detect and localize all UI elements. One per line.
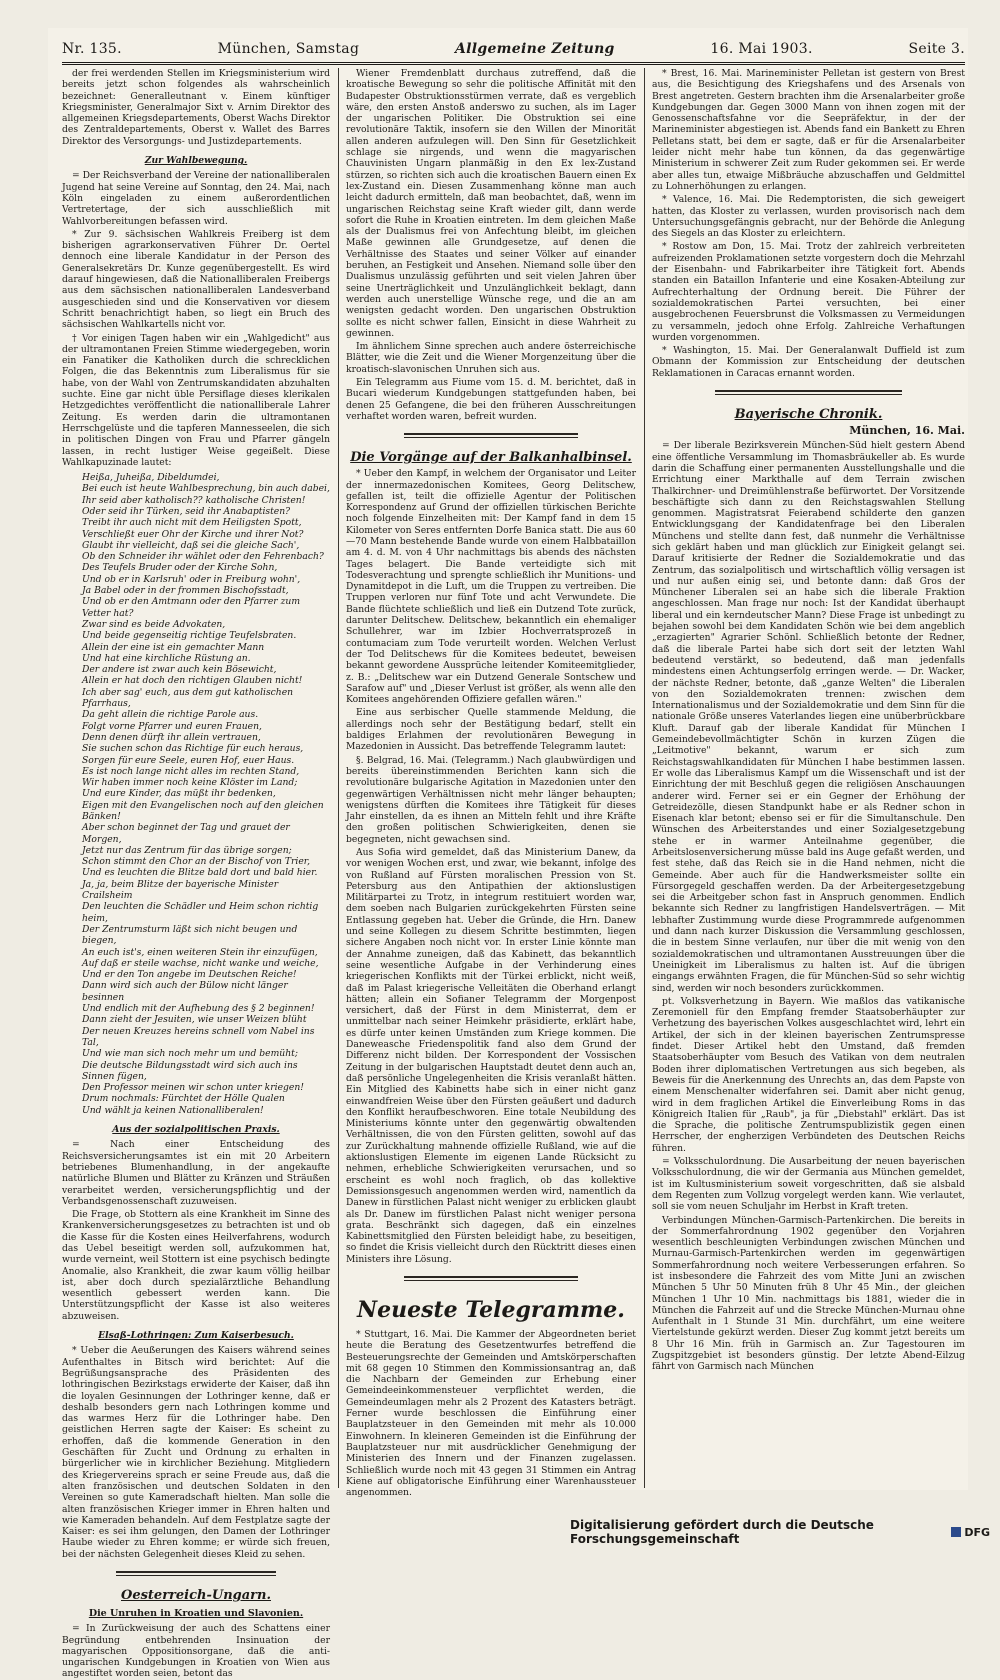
poem-line: Heißa, Juheißa, Dibeldumdei, xyxy=(82,472,220,484)
section-heading: Aus der sozialpolitischen Praxis. xyxy=(112,1124,280,1136)
masthead xyxy=(62,36,965,62)
poem-line: Und eure Kinder, das müßt ihr bedenken, xyxy=(82,788,276,800)
poem-line: Und wählt ja keinen Nationalliberalen! xyxy=(82,1104,264,1116)
article-paragraph: pt. Volksverhetzung in Bayern. Wie maßlos das vatikanische Zeremoniell für den Empfang fremder Staatsoberhäupter zur Verhetzung des bayerischen Volkes ausgeschlachtet wird, lehrt ein Artikel, der sich in der kleinen bayerischen Zentrumspresse findet. Dieser Artikel hebt den Umstand, daß fremden Staatsoberhäupter vom Besuch des Vatikan von dem neutralen Boden ihrer diplomatischen Vertretungen aus sich begeben, als Beweis für die Anerkennung des Unrechts an, das dem Papste von einem Menschenalter widerfahren sei. Damit aber nicht genug, wird in dem fraglichen Artikel die Einverleibung Roms in das Königreich Italien für „Raub", ja für „Diebstahl" erklärt. Das ist die Sprache, die politische Zentrumspublizistik gegen einen Herrscher, der engherzigen Verbündeten des Deutschen Reichs führen. xyxy=(652,995,965,1154)
ornament-divider xyxy=(346,1273,636,1283)
poem xyxy=(82,472,330,1116)
article-paragraph: * Ueber die Aeußerungen des Kaisers während seines Aufenthaltes in Bitsch wird berichtet: Auf die Begrüßungsansprache des Präsidenten des lothringischen Bezirkstags erwiderte der Kaiser, daß ihn die loyalen Gesinnungen der Lothringer kenne, daß er deshalb besonders gern nach Lothringen komme und das warmes Herz für die Lothringer habe. Den geistlichen Herren sagte der Kaiser: Es scheint zu erhoffen, daß die kommende Generation in den Geschäften für Zucht und Ordnung zu erhalten in bürgerlicher wie in kirchlicher Beziehung. Mitgliedern des Kriegervereins sprach er seine Freude aus, daß die alten französischen und deutschen Soldaten in den Vereinen so gute Kameradschaft hielten. Man solle die alten französischen Krieger immer in Ehren halten und wie Kameraden behandeln. Auf dem Festplatze sagte der Kaiser: es sei ihm gelungen, den Damen der Lothringer Haube wieder zu Ehren komme; er würde sich freuen, bei der nächsten Gelegenheit dieses Kleid zu sehen. xyxy=(62,1345,330,1560)
poem-line: Jetzt nur das Zentrum für das übrige sorgen; xyxy=(82,844,292,856)
poem-line: Denn denen dürft ihr allein vertrauen, xyxy=(82,731,261,743)
article-paragraph: = Volksschulordnung. Die Ausarbeitung der neuen bayerischen Volksschulordnung, die wir der Germania aus München gemeldet, ist im Kultusministerium soweit vorgeschritten, daß sie alsbald dem Regenten zum Vollzug vorgelegt werden kann. Wie verlautet, soll sie vom neuen Schuljahr im Herbst in Kraft treten. xyxy=(652,1156,965,1213)
poem-line: Allein der eine ist ein gemachter Mann xyxy=(82,641,265,653)
dateline: München, 16. Mai. xyxy=(849,424,965,438)
article-paragraph: * Rostow am Don, 15. Mai. Trotz der zahlreich verbreiteten aufreizenden Proklamationen setzte vorgestern doch die Mehrzahl der Eisenbahn- und Fabrikarbeiter ihre Tätigkeit fort. Abends standen ein Bataillon Infanterie und eine Kosaken-Abteilung zur Aufrechterhaltung der Ordnung bereit. Die Führer der sozialdemokratischen Partei versuchten, bei einer ausgebrochenen Feuersbrunst die Volksmassen zu Vermeidungen zu versammeln, jedoch ohne Erfolg. Zahlreiche Verhaftungen wurden vorgenommen. xyxy=(652,241,965,343)
poem-line: Dann zieht der Jesuiten, wie unser Weizen blüht xyxy=(82,1014,307,1026)
poem-line: Der andere ist zwar auch kein Bösewicht, xyxy=(82,664,277,676)
poem-line: Ihr seid aber katholisch?? katholische Christen! xyxy=(82,494,306,506)
poem-line: Und beide gegenseitig richtige Teufelsbraten. xyxy=(82,630,297,642)
section-heading: Oesterreich-Ungarn. xyxy=(121,1588,271,1603)
poem-line: Aber schon beginnet der Tag und grauet der Morgen, xyxy=(82,822,290,845)
poem-line: Da geht allein die richtige Parole aus. xyxy=(82,709,259,721)
article-paragraph: Die Frage, ob Stottern als eine Krankheit im Sinne des Krankenversicherungsgesetzes zu betrachten ist und ob die Kasse für die Kosten eines Heilverfahrens, wodurch das Uebel beseitigt werden soll, aufzukommen hat, wurde verneint, weil Stottern ist eine psychisch bedingte Anomalie, also Krankheit, die zwar kaum völlig heilbar ist, aber doch durch spezialärztliche Behandlung wesentlich gebessert werden kann. Die Unterstützungspflicht der Kasse ist also weiteres abzuweisen. xyxy=(62,1209,330,1322)
article-paragraph: * Brest, 16. Mai. Marineminister Pelletan ist gestern von Brest aus, die Besichtigung des Kriegshafens und des Arsenals von Brest angetreten. Gestern brachten ihm die Arsenalarbeiter große Kundgebungen dar. Gegen 3000 Mann von ihnen zogen mit der Genossenschaftsfahne vor die Seepräfektur, in der der Marineminister abgestiegen ist. Abends fand ein Bankett zu Ehren Pelletans statt, bei dem er sagte, daß er für die Arsenalarbeiter leider nicht mehr habe tun können, da das gegenwärtige Ministerium in schwerer Zeit zum Ruder gekommen sei. Er werde aber alles tun, etwaige Mißbräuche abzuschaffen und Geldmittel zu Lohnerhöhungen zu erlangen. xyxy=(652,68,965,192)
article-paragraph: * Ueber den Kampf, in welchem der Organisator und Leiter der innermazedonischen Komitees, Georg Delitschew, gefallen ist, teilt die offizielle Agentur der Politischen Korrespondenz auf Grund der offiziellen türkischen Berichte noch folgende Einzelheiten mit: Der Kampf fand in dem 15 Kilometer von Seres entfernten Dorfe Banica statt. Die aus 60—70 Mann bestehende Bande wurde von einem Halbbataillon am 4. d. M. von 4 Uhr nachmittags bis abends des nächsten Tages belagert. Die Bande verteidigte sich mit Todesverachtung und sprengte schließlich ihr Munitions- und Dynamitdepot in die Luft, um die Truppen zu vertreiben. Die Truppen verloren nur fünf Tote und acht Verwundete. Die Bande flüchtete schließlich und ließ ein Dutzend Tote zurück, darunter Delitschew. Delitschew, bekanntlich ein ehemaliger Schullehrer, war im Izbier Hochverratsprozeß in contumaciam zum Tode verurteilt worden. Welchen Verlust der Tod Delitschews für die Komitees bedeutet, beweisen bekannt gewordene Aussprüche leitender Komiteemitglieder, z. B.: „Delitschew war ein Dutzend Generale Sontschew und Sarafow auf" und „Dieser Verlust ist größer, als wenn alle den Komitees angehörenden Offiziere gefallen wären." xyxy=(346,468,636,706)
poem-line: Bei euch ist heute Wahlbesprechung, bin auch dabei, xyxy=(82,483,330,495)
article-paragraph: * Valence, 16. Mai. Die Redemptoristen, die sich geweigert hatten, das Kloster zu verlassen, wurden provisorisch nach dem Untersuchungsgefängnis gebracht, nur der Behörde die Anlegung des Siegels an das Kloster zu erleichtern. xyxy=(652,194,965,240)
article-paragraph: = Nach einer Entscheidung des Reichsversicherungsamtes ist ein mit 20 Arbeitern betriebenes Blumenhandlung, in der angekaufte natürliche Blumen und Blätter zu Kränzen und Sträußen verarbeitet werden, versicherungspflichtig und der Verbandsgenossenschaft zuzuweisen. xyxy=(62,1139,330,1207)
article-paragraph: Verbindungen München-Garmisch-Partenkirchen. Die bereits in der Sommerfahrordnung 1902 gegenüber den Vorjahren wesentlich beschleunigten Verbindungen zwischen München und Murnau-Garmisch-Partenkirchen werden im gegenwärtigen Sommerfahrordnung noch weitere Verbesserungen erfahren. So ist insbesondere die Fahrzeit des vom Mitte Juni an zwischen München 5 Uhr 50 Minuten früh 8 Uhr 45 Min., der gleichen München 1 Uhr 10 Min. nachmittags bis 1881, wieder die in München die Fahrzeit auf und die Strecke München-Murnau ohne Aufenthalt in 1 Stunde 31 Min. durchfährt, um eine weitere Viertelstunde gekürzt werden. Dieser Zug kommt jetzt bereits um 8 Uhr 16 Min. früh in Garmisch an. Zur Tagestouren im Zugspitzgebiet ist besonders günstig. Der letzte Abend-Eilzug fährt von Garmisch nach München xyxy=(652,1214,965,1373)
poem-line: Auf daß er steile wachse, nicht wanke und weiche, xyxy=(82,957,319,969)
dfg-logo xyxy=(951,1526,990,1539)
poem-line: Dann wird sich auch der Bülow nicht länger besinnen xyxy=(82,980,288,1003)
masthead-rule xyxy=(62,62,965,65)
column-3 xyxy=(652,68,965,1488)
poem-line: Der neuen Kreuzes hereins schnell vom Nabel ins Tal, xyxy=(82,1025,315,1048)
poem-line: Der Zentrumsturm läßt sich nicht beugen und biegen, xyxy=(82,923,298,947)
article-paragraph: † Vor einigen Tagen haben wir ein „Wahlgedicht" aus der ultramontanen Freien Stimme wiedergegeben, worin ein Fanatiker die Katholiken durch die schrecklichen Folgen, die das Bekenntnis zum Liberalismus für sie habe, von der Wahl von Zentrumskandidaten abzuhalten suchte. Eine gar nicht üble Persiflage dieses klerikalen Hetzgedichtes veröffentlicht die nationalliberale Lahrer Zeitung. Es werden darin die ultramontanen Herrschgelüste und die tapferen Mannesseelen, die sich in politischen Dingen von Frau und Pfarrer gängeln lassen, in recht lustiger Weise gegeißelt. Diese Wahlkapuzinade lautet: xyxy=(62,332,330,468)
issue-number: Nr. 135. xyxy=(62,41,122,57)
column-divider xyxy=(338,68,339,1488)
page-number: Seite 3. xyxy=(908,41,965,57)
poem-line: Ob den Schneider ihr wählet oder den Fehrenbach? xyxy=(82,551,324,563)
poem-line: Sie suchen schon das Richtige für euch heraus, xyxy=(82,743,304,755)
poem-line: Ja Babel oder in der frommen Bischofsstadt, xyxy=(82,585,289,597)
section-heading: Neueste Telegramme. xyxy=(357,1296,625,1323)
article-paragraph: = Der liberale Bezirksverein München-Süd hielt gestern Abend eine öffentliche Versammlung im Thomasbräukeller ab. Es wurde darin die Schaffung einer permanenten Ausstellungshalle und die Errichtung einer Markthalle auf dem Terrain zwischen Thalkirchner- und Dreimühlenstraße befürwortet. Der Vorsitzende beschäftigte sich dann zu den Reichstagswahlen Stellung genommen. Magistratsrat Feierabend schilderte den ganzen Entwicklungsgang der Kandidatenfrage bei den Liberalen Münchens und stellte dann fest, daß nunmehr die Verhältnisse sich geklärt haben und man glücklich zur Einigkeit gelangt sei. Darauf kritisierte der Redner die Sozialdemokratie und das Zentrum, das sozialpolitisch und wirtschaftlich völlig versagen ist und nur außen einig sei, und betonte dann: daß Gros der Münchener Liberalen sei an habe sich die liberale Fraktion angeschlossen. Man frage nur noch: Ist der Kandidat überhaupt liberal und ein kerndeutscher Mann? Diese Frage ist unbedingt zu bejahen sowohl bei dem Kandidaten Schön wie bei dem angeblich „erzagierten" Agrarier Schönl. Schließlich betonte der Redner, daß die liberale Partei habe sich dort seit der letzten Wahl bedeutend verstärkt, so bedeutend, daß man jedenfalls mindestens einen Achtungserfolg erringen werde. — Dr. Wacker, der nächste Redner, betonte, daß „ganze Welten" die Liberalen von den Sozialdemokraten trennen: zwischen dem Internationalismus und der Sozialdemokratie und dem Sinn für die nationale Größe unseres Vaterlandes liegen eine unüberbrückbare Kluft. Darauf gab der liberale Kandidat für München I Gemeindebevollmächtigter Schön in kurzen Zügen die „Leitmotive" bekannt, warum er sich zum Reichstagswahlkandidaten für München I habe bestimmen lassen. Er wolle das Liberalismus Kampf um die Wissenschaft und ist der Einrichtung der mit Beschluß gegen die religiösen Anschauungen anderer wird. Ferner sei er ein Gegner der Erhöhung der Getreidezölle, diesen Standpunkt habe er als Redner schon in Eisenach klar betont; ebenso sei er für die Simultanschule. Den Wünschen des Arbeiterstandes und einer Sozialgesetzgebung stehe er in warmer Anteilnahme gegenüber, die Arbeitslosenversicherung müsse bald ins Auge gefaßt werden, und fest stehe, daß das Reich sie in die Hand nehmen, nicht die Gemeinde. Aber auch für die Handwerksmeister sollte ein Fürsorgegeld geschaffen werden. Da der Arbeitergesetzgebung sei die Arbeitgeber schon fast in Anspruch genommen. Endlich bekannte sich Redner zu langfristigen Handelsverträgen. — Mit lebhafter Zustimmung wurde diese Programmrede aufgenommen und dann nach kurzer Diskussion die Versammlung geschlossen, die in bestem Sinne verlaufen, nur über die mit wenig von den sozialdemokratischen und ultramontanen Ausstreuungen über die Uneinigkeit im Liberalismus zu halten ist. Auf die übrigen eingangs erwähnten Fragen, die für München-Süd so sehr wichtig sind, werden wir noch besonders zurückkommen. xyxy=(652,440,965,994)
poem-line: Und er den Ton angebe im Deutschen Reiche! xyxy=(82,969,297,981)
poem-line: Und ob er in Karlsruh' oder in Freiburg wohn', xyxy=(82,573,301,585)
poem-line: Und ob er den Amtmann oder den Pfarrer zum Vetter hat? xyxy=(82,596,301,619)
poem-line: Und es leuchten die Blitze bald dort und bald hier. xyxy=(82,867,318,879)
poem-line: Den leuchten die Schädler und Heim schon richtig heim, xyxy=(82,901,319,924)
article-paragraph: = In Zurückweisung der auch des Schattens einer Begründung entbehrenden Insinuation der magyarischen Oppositionsorgane, daß die anti-ungarischen Kundgebungen in Kroatien von Wien aus angestiftet worden seien, betont das xyxy=(62,1623,330,1680)
article-paragraph: * Washington, 15. Mai. Der Generalanwalt Duffield ist zum Obmann der Kommission zur Entscheidung der deutschen Reklamationen in Caracas ernannt worden. xyxy=(652,345,965,379)
dfg-logo-icon xyxy=(951,1527,961,1537)
poem-line: Oder seid ihr Türken, seid ihr Anabaptisten? xyxy=(82,505,291,517)
poem-line: Es ist noch lange nicht alles im rechten Stand, xyxy=(82,765,300,777)
poem-line: Wir haben immer noch keine Klöster im Land; xyxy=(82,777,298,789)
subheading: Die Unruhen in Kroatien und Slavonien. xyxy=(88,1608,304,1619)
poem-line: Und endlich mit der Aufhebung des § 2 beginnen! xyxy=(82,1003,315,1015)
section-heading: Bayerische Chronik. xyxy=(734,407,883,423)
poem-line: Und hat eine kirchliche Rüstung an. xyxy=(82,652,251,664)
poem-line: An euch ist's, einen weiteren Stein ihr einzufügen, xyxy=(82,946,318,958)
column-divider xyxy=(644,68,645,1488)
section-heading: Elsaß-Lothringen: Zum Kaiserbesuch. xyxy=(98,1330,294,1342)
section-heading: Zur Wahlbewegung. xyxy=(144,155,248,167)
article-paragraph: der frei werdenden Stellen im Kriegsministerium wird bereits jetzt schon folgendes als wahrscheinlich bezeichnet: Generalleutnant v. Einem künftiger Kriegsminister, Generalmajor Sixt v. Arnim Direktor des allgemeinen Kriegsdepartements, Oberst Wachs Direktor des Zentraldepartements, Oberst v. Wallet des Barres Direktor des Versorgungs- und Justizdepartements. xyxy=(62,68,330,147)
article-paragraph: §. Belgrad, 16. Mai. (Telegramm.) Nach glaubwürdigen und bereits übereinstimmenden Berichten kann sich die revolutionäre bulgarische Agitation in Mazedonien unter den gegenwärtigen Verhältnissen nicht mehr länger behaupten; wenigstens dürften die Komitees ihre Tätigkeit für dieses Jahr einstellen, da es ihnen an Mitteln fehlt und ihre Kräfte den großen politischen Schwierigkeiten, denen sie begegneten, nicht gewachsen sind. xyxy=(346,754,636,845)
article-paragraph: * Zur 9. sächsischen Wahlkreis Freiberg ist dem bisherigen agrarkonservativen Führer Dr. Oertel dennoch eine liberale Kandidatur in der Person des Generalsekretärs Dr. Kunze gegenübergestellt. Es wird darauf hingewiesen, daß die Nationalliberalen Freibergs aus dem sächsischen nationalliberalen Landesverband ausgeschieden sind und die Konservativen vor diesem Schritt benachrichtigt haben, so liegt ein Bruch des sächsischen Wahlkartells nicht vor. xyxy=(62,228,330,331)
column-2 xyxy=(346,68,636,1499)
poem-line: Eigen mit den Evangelischen noch auf den gleichen Bänken! xyxy=(82,799,324,822)
poem-line: Die deutsche Bildungsstadt wird sich auch ins Sinnen fügen, xyxy=(82,1059,298,1082)
article-paragraph: Im ähnlichem Sinne sprechen auch andere österreichische Blätter, wie die Zeit und die Wiener Morgenzeitung über die kroatisch-slavonischen Unruhen sich aus. xyxy=(346,341,636,375)
poem-line: Ja, ja, beim Blitze der bayerische Minister Crailsheim xyxy=(82,878,279,902)
paper-title: Allgemeine Zeitung xyxy=(454,41,615,57)
article-paragraph: * Stuttgart, 16. Mai. Die Kammer der Abgeordneten beriet heute die Beratung des Gesetzentwurfes betreffend die Besteuerungsrechte der Gemeinden und Amtskörperschaften mit 68 gegen 10 Stimmen den Kommissionsantrag an, daß die Nachbarn der Gemeinden zur Erhebung einer Gemeindeeinkommensteuer verpflichtet werden, die Gemeindeumlagen mehr als 2 Prozent des Katasters beträgt. Ferner wurde beschlossen die Einführung einer Bauplatzsteuer in den Gemeinden mit mehr als 10.000 Einwohnern. In kleineren Gemeinden ist die Einführung der Bauplatzsteuer nur mit ausdrücklicher Genehmigung der Ministerien des Innern und der Finanzen zugelassen. Schließlich wurde noch mit 43 gegen 31 Stimmen ein Antrag Kiene auf obligatorische Einführung einer Warenhaussteuer angenommen. xyxy=(346,1328,636,1499)
dfg-logo-text: DFG xyxy=(964,1525,990,1539)
poem-line: Des Teufels Bruder oder der Kirche Sohn, xyxy=(82,562,278,574)
section-heading: Die Vorgänge auf der Balkanhalbinsel. xyxy=(350,450,632,466)
column-1 xyxy=(62,68,330,1680)
poem-line: Schon stimmt den Chor an der Bischof von Trier, xyxy=(82,856,311,868)
poem-line: Drum nochmals: Fürchtet der Hölle Qualen xyxy=(82,1093,285,1105)
poem-line: Sorgen für eure Seele, euren Hof, euer Haus. xyxy=(82,754,295,766)
poem-line: Verschließt euer Ohr der Kirche und ihrer Not? xyxy=(82,528,304,540)
article-paragraph: Eine aus serbischer Quelle stammende Meldung, die allerdings noch sehr der Bestätigung bedarf, stellt ein baldiges Erlahmen der revolutionären Bewegung in Mazedonien in Aussicht. Das betreffende Telegramm lautet: xyxy=(346,707,636,753)
poem-line: Ich aber sag' euch, aus dem gut katholischen Pfarrhaus, xyxy=(82,686,294,710)
ornament-divider xyxy=(652,387,965,397)
poem-line: Treibt ihr auch nicht mit dem Heiligsten Spott, xyxy=(82,517,302,529)
poem-line: Folgt vorne Pfarrer und euren Frauen, xyxy=(82,720,262,732)
ornament-divider xyxy=(62,1568,330,1578)
poem-line: Den Professor meinen wir schon unter kriegen! xyxy=(82,1082,304,1094)
ornament-divider xyxy=(346,430,636,440)
place-day: München, Samstag xyxy=(217,41,360,57)
digitization-footer xyxy=(570,1518,990,1546)
issue-date: 16. Mai 1903. xyxy=(710,41,813,57)
poem-line: Glaubt ihr vielleicht, daß sei die gleiche Sach', xyxy=(82,539,300,551)
poem-line: Und wie man sich noch mehr um und bemüht; xyxy=(82,1048,298,1060)
article-paragraph: Aus Sofia wird gemeldet, daß das Ministerium Danew, da vor wenigen Wochen erst, und zwar, wie bekannt, infolge des von Rußland auf Fürsten moralischen Pression von St. Petersburg aus den Antipathien der aktionslustigen Militärpartei zu Trotz, in integrum restituiert worden war, dem soeben nach Bulgarien zurückgekehrten Fürsten seine Entlassung gegeben hat. Ueber die Gründe, die Hrn. Danew und seine Kollegen zu diesem Schritte bestimmten, liegen sichere Angaben noch nicht vor. In erster Linie könnte man der Annahme zuneigen, daß das Kabinett, das bekanntlich seine wesentliche Aufgabe in der Verhinderung eines kriegerischen Konflikts mit der Türkei erblickt, nicht weiß, daß im Palast kriegerische Velleitäten die Oberhand erlangt hätten; allein ein Sofianer Telegramm der Morgenpost versichert, daß der Fürst in dem Ministerrat, dem er unmittelbar nach seiner Heimkehr präsidierte, erklärt habe, es dürfe unter keinen Umständen zum Kriege kommen. Die Daneweasche Friedenspolitik fand also dem Grund der Differenz nicht bilden. Der Korrespondent der Vossischen Zeitung in der bulgarischen Hauptstadt deutet denn auch an, daß persönliche Ungelegenheiten die Krisis veranlaßt hätten. Ein Mitglied des Kabinetts habe sich in einer nicht ganz einwandfreien Weise über den Fürsten geäußert und dadurch den Konflikt heraufbeschworen. Eine totale Neubildung des Ministeriums könnte unter den gegenwärtig obwaltenden Verhältnissen, die von den Fürsten gelitten, sowohl auf das zur Zurückhaltung mahnende offizielle Rußland, wie auf die aktionslustigen Elemente im eigenen Lande Rücksicht zu nehmen, erhebliche Schwierigkeiten verursachen, und so erscheint es wohl noch fraglich, ob das kollektive Demissionsgesuch angenommen werden wird, namentlich da Danew in fürstlichen Palast nicht weniger zu erblicken glaubt als Dr. Danew im fürstlichen Palast nicht weniger persona grata. Beschränkt sich dagegen, daß ein einzelnes Kabinettsmitglied den Fürsten beleidigt habe, zu beseitigen, so findet die Krisis vielleicht durch den Rücktritt dieses einen Ministers ihre Lösung. xyxy=(346,847,636,1265)
poem-line: Zwar sind es beide Advokaten, xyxy=(82,618,226,630)
article-paragraph: = Der Reichsverband der Vereine der nationalliberalen Jugend hat seine Vereine auf Sonntag, den 24. Mai, nach Köln eingeladen zu einem außerordentlichen Vertretertage, der sich ausschließlich mit Wahlvorbereitungen befassen wird. xyxy=(62,170,330,227)
footer-text: Digitalisierung gefördert durch die Deutsche Forschungsgemeinschaft xyxy=(570,1518,874,1546)
poem-line: Allein er hat doch den richtigen Glauben nicht! xyxy=(82,675,303,687)
article-paragraph: Wiener Fremdenblatt durchaus zutreffend, daß die kroatische Bewegung so sehr die politische Affinität mit den Budapester Obstruktionsstürmen verrate, daß es vergeblich wäre, den ersten Anstoß anderswo zu suchen, als im Lager der ungarischen Politiker. Die Obstruktion sei eine revolutionäre Taktik, insofern sie den Willen der Minorität allen anderen aufzulegen will. Den Sinn für Gesetzlichkeit schlage sie nirgends, und wenn die magyarischen Chauvinisten Ungarn planmäßig in den Ex lex-Zustand stürzen, so richten sich auch die kroatischen Bauern einen Ex lex-Zustand ein. Diesen Zusammenhang könne man auch leicht dadurch ermitteln, daß man beobachtet, daß, wenn im ungarischen Reichstag seine Kraft wieder gilt, dann werde sofort die Ruhe in Kroatien eintreten. Im dem gleichen Maße als der Dualismus frei von Anfechtung bleibt, im gleichen Maße gewinnen alle Grundgesetze, auf denen die Verhältnisse des Staates und seiner Völker auf einander beruhen, an Festigkeit und Ansehen. Niemand solle über den Dualismus unzulässig geführten und seit vielen Jahren über seine Unerträglichkeit und Unzulänglichkeit beklagt, dann werden auch unerstellige Wünsche rege, und die an am wenigsten gedacht worden. Den ungarischen Obstruktion sollte es nicht schwer fallen, Einsicht in diese Wahrheit zu gewinnen. xyxy=(346,68,636,339)
article-paragraph: Ein Telegramm aus Fiume vom 15. d. M. berichtet, daß in Bucari wiederum Kundgebungen stattgefunden haben, bei denen 25 Gefangene, die bei den früheren Ausschreitungen verhaftet worden waren, befreit wurden. xyxy=(346,377,636,422)
